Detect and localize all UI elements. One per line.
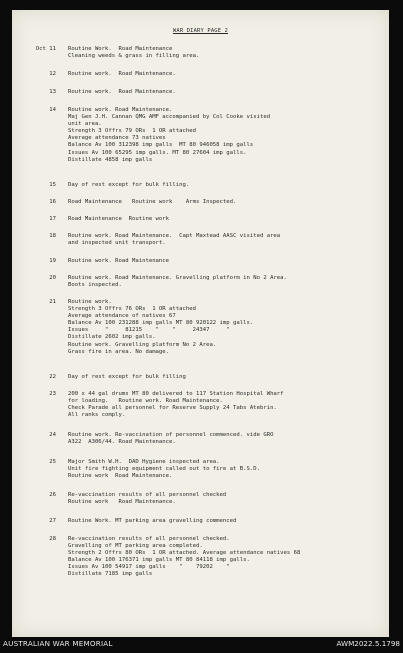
entry-line: Routine work. <box>68 299 112 305</box>
entry-line: for loading. Routine work. Road Maintenance. <box>68 398 223 405</box>
entry-text <box>68 199 386 206</box>
entry-line: Routine work Road Maintenance. <box>68 499 176 506</box>
entry-line: Balance Av 100 312398 imp galls MT 80 946058 imp galls <box>68 142 254 149</box>
entry-text <box>68 536 386 579</box>
entry-date: 12 <box>49 71 56 77</box>
source-label: AUSTRALIAN WAR MEMORIAL <box>3 639 113 648</box>
footer-bar <box>0 637 403 653</box>
entry-text <box>68 459 386 480</box>
reference-number: AWM2022.5.1798 <box>336 639 400 648</box>
entry-line: Routine work. Gravelling platform No 2 Area. <box>68 341 217 348</box>
entry-line: Strength 3 Offrs 79 ORs 1 OR attached <box>68 128 196 135</box>
entry-line: Routine work. Road Maintenance. <box>68 89 176 95</box>
diary-page <box>12 10 389 637</box>
entry-line: Distillate 7185 imp galls <box>68 571 153 578</box>
entry-date: 14 <box>49 107 56 113</box>
entry-line: Grass fire in area. No damage. <box>68 348 170 355</box>
entry-text <box>68 518 386 525</box>
entry-line: Re-vaccination results of all personnel checked. <box>68 536 230 542</box>
entry-text <box>68 374 386 381</box>
entry-text <box>68 299 386 356</box>
entry-line: Average attendance 73 natives <box>68 135 166 142</box>
entry-line: Issues " 81215 " " 24347 " <box>68 327 230 334</box>
entry-date: 23 <box>49 391 56 397</box>
entry-line: Check Parade all personnel for Reserve Supply 24 Tabs Atebrin. <box>68 405 277 412</box>
entry-line: Routine work. Road Maintenance. <box>68 71 176 77</box>
entry-line: All ranks comply. <box>68 412 126 419</box>
entry-line: Day of rest except for bulk filling. <box>68 182 190 188</box>
entry-line: Unit fire fighting equipment called out to fire at B.S.D. <box>68 466 260 473</box>
entry-line: Balance Av 100 176371 imp galls MT 80 84118 imp galls. <box>68 557 250 564</box>
entry-text <box>68 216 386 223</box>
entry-line: Routine work. Road Maintenance <box>68 258 170 264</box>
entry-line: Routine work. Road Maintenance. Gravelling platform in No 2 Area. <box>68 275 287 281</box>
entry-text <box>68 233 386 247</box>
entry-line: Strength 3 Offrs 76 ORs 1 OR attached <box>68 306 196 313</box>
entry-date: 21 <box>49 299 56 305</box>
entry-text <box>68 492 386 506</box>
entry-line: and inspected unit transport. <box>68 240 166 247</box>
entry-text <box>68 71 386 78</box>
entry-line: Strength 2 Offrs 80 ORs 1 OR attached. Average attendance natives 68 <box>68 550 301 557</box>
entry-line: Boots inspected. <box>68 282 122 289</box>
entry-line: Balance Av 100 231288 imp galls MT 80 920122 imp galls. <box>68 320 254 327</box>
entry-date: 24 <box>49 432 56 438</box>
entry-line: Major Smith W.H. DAD Hygiene inspected area. <box>68 459 220 465</box>
entry-date: 19 <box>49 258 56 264</box>
entry-text <box>68 46 386 60</box>
entry-text <box>68 275 386 289</box>
entry-line: Gravelling of MT parking area completed. <box>68 543 203 550</box>
entry-line: Issues Av 100 65295 imp galls. MT 80 27604 imp galls. <box>68 149 247 156</box>
entry-line: Re-vaccination results of all personnel checked <box>68 492 227 498</box>
entry-date: 16 <box>49 199 56 205</box>
entry-line: unit area. <box>68 121 102 128</box>
entry-text <box>68 391 386 419</box>
entry-line: Road Maintenance Routine work Arms Inspected. <box>68 199 237 205</box>
entry-line: Routine work. Road Maintenance. <box>68 107 173 113</box>
entry-text <box>68 182 386 189</box>
entry-text <box>68 258 386 265</box>
entry-line: Distillate 2602 imp galls. <box>68 334 156 341</box>
entry-line: Routine work. Road Maintenance. Capt Maxtead AASC visited area <box>68 233 281 239</box>
entry-line: 200 x 44 gal drums MT 80 delivered to 117 Station Hospital Wharf <box>68 391 284 397</box>
entry-line: Routine Work. Road Maintenance <box>68 46 173 52</box>
entry-line: Maj Gen J.H. Cannan QMG AMF accompanied by Col Cooke visited <box>68 114 271 121</box>
entry-date: 17 <box>49 216 56 222</box>
entry-line: Routine work Road Maintenance. <box>68 473 173 480</box>
entry-date: 26 <box>49 492 56 498</box>
entry-text <box>68 89 386 96</box>
entry-line: Issues Av 100 54917 imp galls " 79202 " <box>68 564 230 571</box>
entry-line: Average attendance of natives 67 <box>68 313 176 320</box>
entry-date: 28 <box>49 536 56 542</box>
entry-text <box>68 107 386 164</box>
entry-line: Routine work. Re-vaccination of personnel commenced. vide GRO <box>68 432 274 438</box>
entry-date: 22 <box>49 374 56 380</box>
entry-line: Day of rest except for bulk filling <box>68 374 186 380</box>
entry-date: 18 <box>49 233 56 239</box>
entry-line: Cleaning weeds & grass in filling area. <box>68 53 200 60</box>
entry-date: 27 <box>49 518 56 524</box>
entry-line: Distillate 4858 imp galls <box>68 156 153 163</box>
entry-text <box>68 432 386 446</box>
entry-line: A322 A306/44. Road Maintenance. <box>68 439 176 446</box>
entry-line: Routine Work. MT parking area gravelling commenced <box>68 518 237 524</box>
entry-date: Oct 11 <box>35 46 56 52</box>
entry-date: 15 <box>49 182 56 188</box>
page-title: WAR DIARY PAGE 2 <box>172 28 229 34</box>
entry-line: Road Maintenance Routine work <box>68 216 170 222</box>
entry-date: 25 <box>49 459 56 465</box>
entry-date: 13 <box>49 89 56 95</box>
entry-date: 20 <box>49 275 56 281</box>
